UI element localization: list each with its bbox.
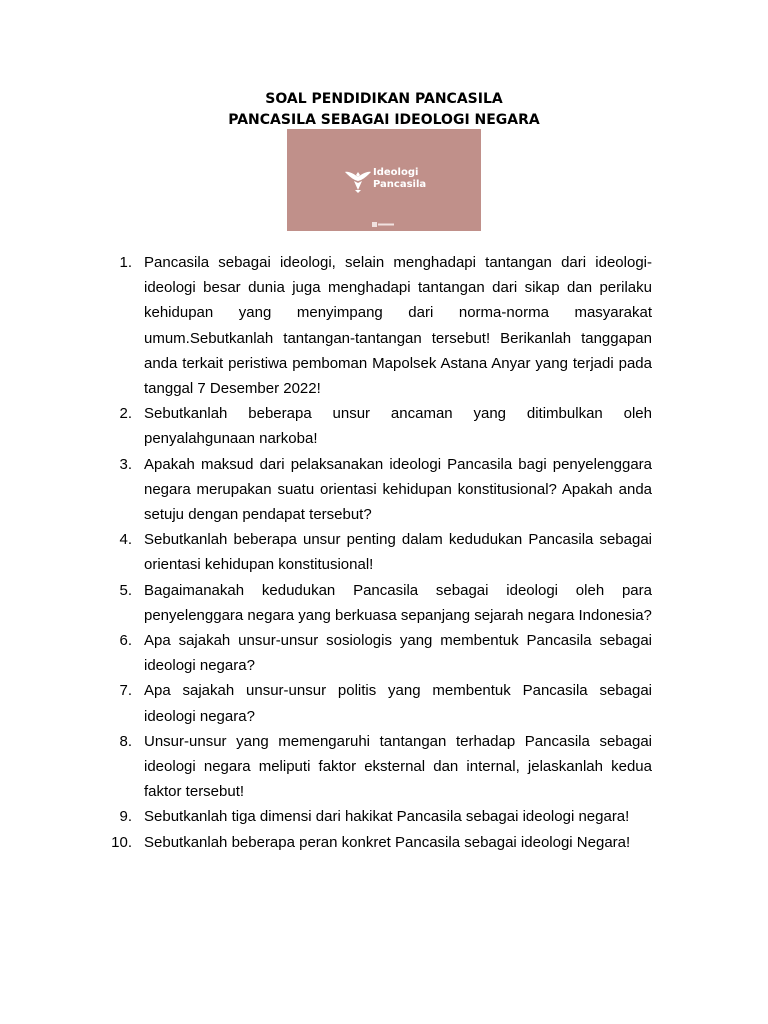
banner-text bbox=[373, 167, 426, 191]
question-item bbox=[110, 804, 652, 829]
question-text: Sebutkanlah beberapa peran konkret Pancasila sebagai ideologi Negara! bbox=[144, 833, 631, 851]
question-number: 2. bbox=[119, 405, 132, 423]
question-item bbox=[110, 452, 652, 528]
question-item bbox=[110, 578, 652, 628]
question-list bbox=[110, 250, 652, 855]
question-item bbox=[110, 401, 652, 451]
question-item bbox=[110, 830, 652, 855]
question-text: Apakah maksud dari pelaksanakan ideologi Pancasila bagi penyelenggara negara merupakan suatu orientasi kehidupan konstitusional? Apakah anda setuju dengan pendapat tersebut? bbox=[144, 455, 652, 524]
question-item bbox=[110, 729, 652, 805]
question-number: 5. bbox=[119, 581, 132, 599]
question-text: Apa sajakah unsur-unsur politis yang membentuk Pancasila sebagai ideologi negara? bbox=[144, 682, 652, 725]
question-number: 8. bbox=[119, 732, 132, 750]
document-title: SOAL PENDIDIKAN PANCASILA bbox=[265, 91, 503, 107]
question-number: 6. bbox=[119, 632, 132, 650]
banner-line-2: Pancasila bbox=[373, 179, 427, 190]
question-text: Sebutkanlah beberapa unsur penting dalam kedudukan Pancasila sebagai orientasi kehidupan konstitusional! bbox=[144, 531, 652, 574]
question-number: 7. bbox=[119, 682, 132, 700]
question-number: 3. bbox=[119, 455, 132, 473]
question-number: 1. bbox=[119, 254, 132, 271]
question-text: Sebutkanlah beberapa unsur ancaman yang ditimbulkan oleh penyalahgunaan narkoba! bbox=[144, 405, 652, 448]
question-text: Pancasila sebagai ideologi, selain menghadapi tantangan dari ideologi-ideologi besar dunia juga menghadapi tantangan dari sikap dan perilaku kehidupan yang menyimpang dari norma-norma masyarakat umum.Sebutkanlah tantangan-tantangan tersebut! Berikanlah tanggapan anda terkait peristiwa pemboman Mapolsek Astana Anyar yang terjadi pada tanggal 7 Desember 2022! bbox=[144, 254, 652, 398]
question-number: 9. bbox=[119, 808, 132, 826]
ideologi-pancasila-banner bbox=[287, 129, 481, 231]
publisher-logo-icon bbox=[372, 222, 394, 227]
question-text: Sebutkanlah tiga dimensi dari hakikat Pancasila sebagai ideologi negara! bbox=[144, 808, 630, 826]
question-text: Apa sajakah unsur-unsur sosiologis yang membentuk Pancasila sebagai ideologi negara? bbox=[144, 632, 652, 675]
question-number: 10. bbox=[111, 833, 132, 851]
question-item bbox=[110, 527, 652, 577]
garuda-icon bbox=[343, 168, 373, 194]
question-item bbox=[110, 250, 652, 401]
question-number: 4. bbox=[119, 531, 132, 549]
question-text: Bagaimanakah kedudukan Pancasila sebagai ideologi oleh para penyelenggara negara yang berkuasa sepanjang sejarah negara Indonesia? bbox=[144, 581, 652, 624]
banner-line-1: Ideologi bbox=[373, 167, 419, 178]
document-subtitle: PANCASILA SEBAGAI IDEOLOGI NEGARA bbox=[228, 112, 540, 128]
question-item bbox=[110, 678, 652, 728]
question-text: Unsur-unsur yang memengaruhi tantangan terhadap Pancasila sebagai ideologi negara meliputi faktor eksternal dan internal, jelaskanlah kedua faktor tersebut! bbox=[144, 732, 652, 801]
question-item bbox=[110, 628, 652, 678]
